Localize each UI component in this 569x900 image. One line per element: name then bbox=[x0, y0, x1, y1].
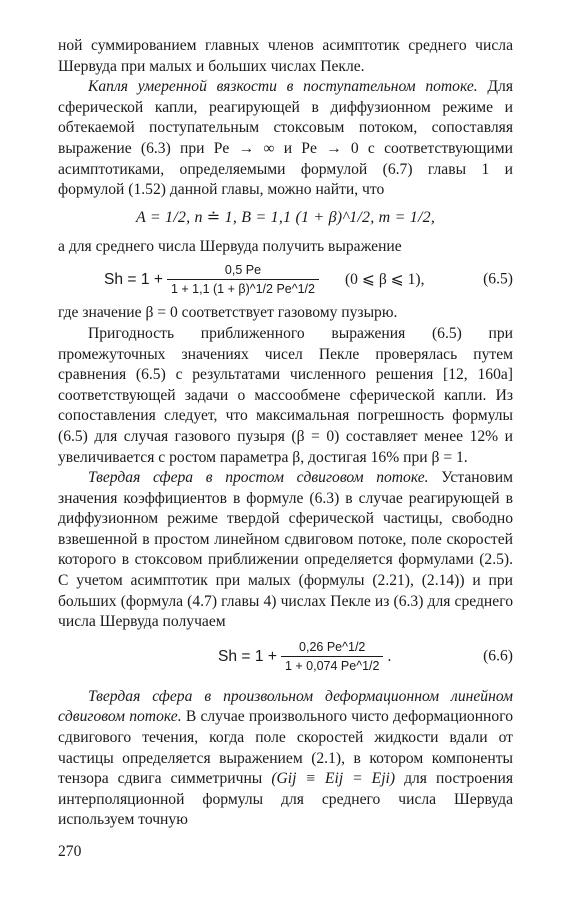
section-title-deformational: Твердая сфера в произвольном деформационном линейном сдвиговом потоке. bbox=[58, 687, 513, 726]
page-number: 270 bbox=[58, 843, 82, 860]
eq66-fraction bbox=[281, 640, 383, 674]
paragraph-drop-text: Для сферической капли, реагирующей в диффузионном режиме и обтекаемой поступательным стоксовым потоком, сопоставляя выражение (6.3) при Pe → ∞ и Pe → 0 с соответствующими асимптотиками, определяемыми формулой (6.7) главы 1 и формулой (1.52) данной главы, можно найти, что bbox=[58, 78, 513, 199]
paragraph-simple-shear-text: Установим значения коэффициентов в формуле (6.3) в случае реагирующей в диффузионном режиме твердой сферической частицы, свободно взвешенной в простом линейном сдвиговом потоке, поле скоростей которого в стоксовом приближении определяется формулами (2.5). С учетом асимптотик при малых (формулы (2.21), (2.14)) и при больших (формула (4.7) главы 4) числах Пекле из (6.3) для среднего числа Шервуда получаем bbox=[58, 469, 513, 631]
eq65-denominator: 1 + 1,1 (1 + β)^1/2 Pe^1/2 bbox=[167, 279, 319, 297]
paragraph-gas-bubble: где значение β = 0 соответствует газовому пузырю. bbox=[58, 304, 398, 322]
paragraph-deformational-text-a: В случае произвольного чисто деформационного сдвигового течения, когда поле скоростей жидкости вдали от частицы определяется выражением (2.1), в котором компоненты тензора сдвига симметричны bbox=[58, 708, 514, 788]
paragraph-solid-simple-shear bbox=[58, 468, 513, 633]
eq65-lhs: Sh = 1 + bbox=[104, 271, 163, 289]
section-title-drop: Капля умеренной вязкости в поступательном потоке. bbox=[88, 78, 478, 96]
paragraph-drop-translational bbox=[58, 77, 513, 201]
section-title-simple-shear: Твердая сфера в простом сдвиговом потоке. bbox=[88, 469, 429, 487]
eq65-fraction bbox=[167, 263, 319, 297]
page-body bbox=[58, 36, 513, 831]
equation-6-5 bbox=[58, 257, 513, 303]
equation-coefficients: A = 1/2, n ≐ 1, B = 1,1 (1 + β)^1/2, m = 1/2, bbox=[135, 209, 436, 227]
paragraph-deformational-shear bbox=[58, 687, 513, 831]
paragraph-continuation: ной суммированием главных членов асимптотик среднего числа Шервуда при малых и больших числах Пекле. bbox=[58, 37, 513, 75]
paragraph-validity: Пригодность приближенного выражения (6.5) при промежуточных значениях чисел Пекле проверялась путем сравнения (6.5) с результатами численного решения [12, 160а] соответствующей задачи о массообмене сферической капли. Из сопоставления следует, что максимальная погрешность формулы (6.5) для случая газового пузыря (β = 0) составляет менее 12% и увеличивается с ростом параметра β, достигая 16% при β = 1. bbox=[58, 324, 513, 466]
eq66-number: (6.6) bbox=[483, 647, 513, 665]
paragraph-sherwood-intro: а для среднего числа Шервуда получить выражение bbox=[58, 237, 402, 255]
eq66-denominator: 1 + 0,074 Pe^1/2 bbox=[281, 656, 383, 674]
eq65-number: (6.5) bbox=[483, 271, 513, 289]
eq65-condition: (0 ⩽ β ⩽ 1), bbox=[344, 271, 425, 289]
eq66-lhs: Sh = 1 + bbox=[218, 647, 277, 665]
eq66-numerator: 0,26 Pe^1/2 bbox=[299, 639, 366, 654]
eq66-tail: . bbox=[387, 647, 392, 665]
equation-6-6 bbox=[58, 633, 513, 681]
eq65-numerator: 0,5 Pe bbox=[224, 263, 262, 278]
tensor-symmetry-math: (Gij ≡ Eij = Eji) bbox=[271, 770, 396, 788]
paragraph-deformational-text-b: для построения интерполяционной формулы для среднего числа Шервуда используем точную bbox=[58, 770, 514, 829]
